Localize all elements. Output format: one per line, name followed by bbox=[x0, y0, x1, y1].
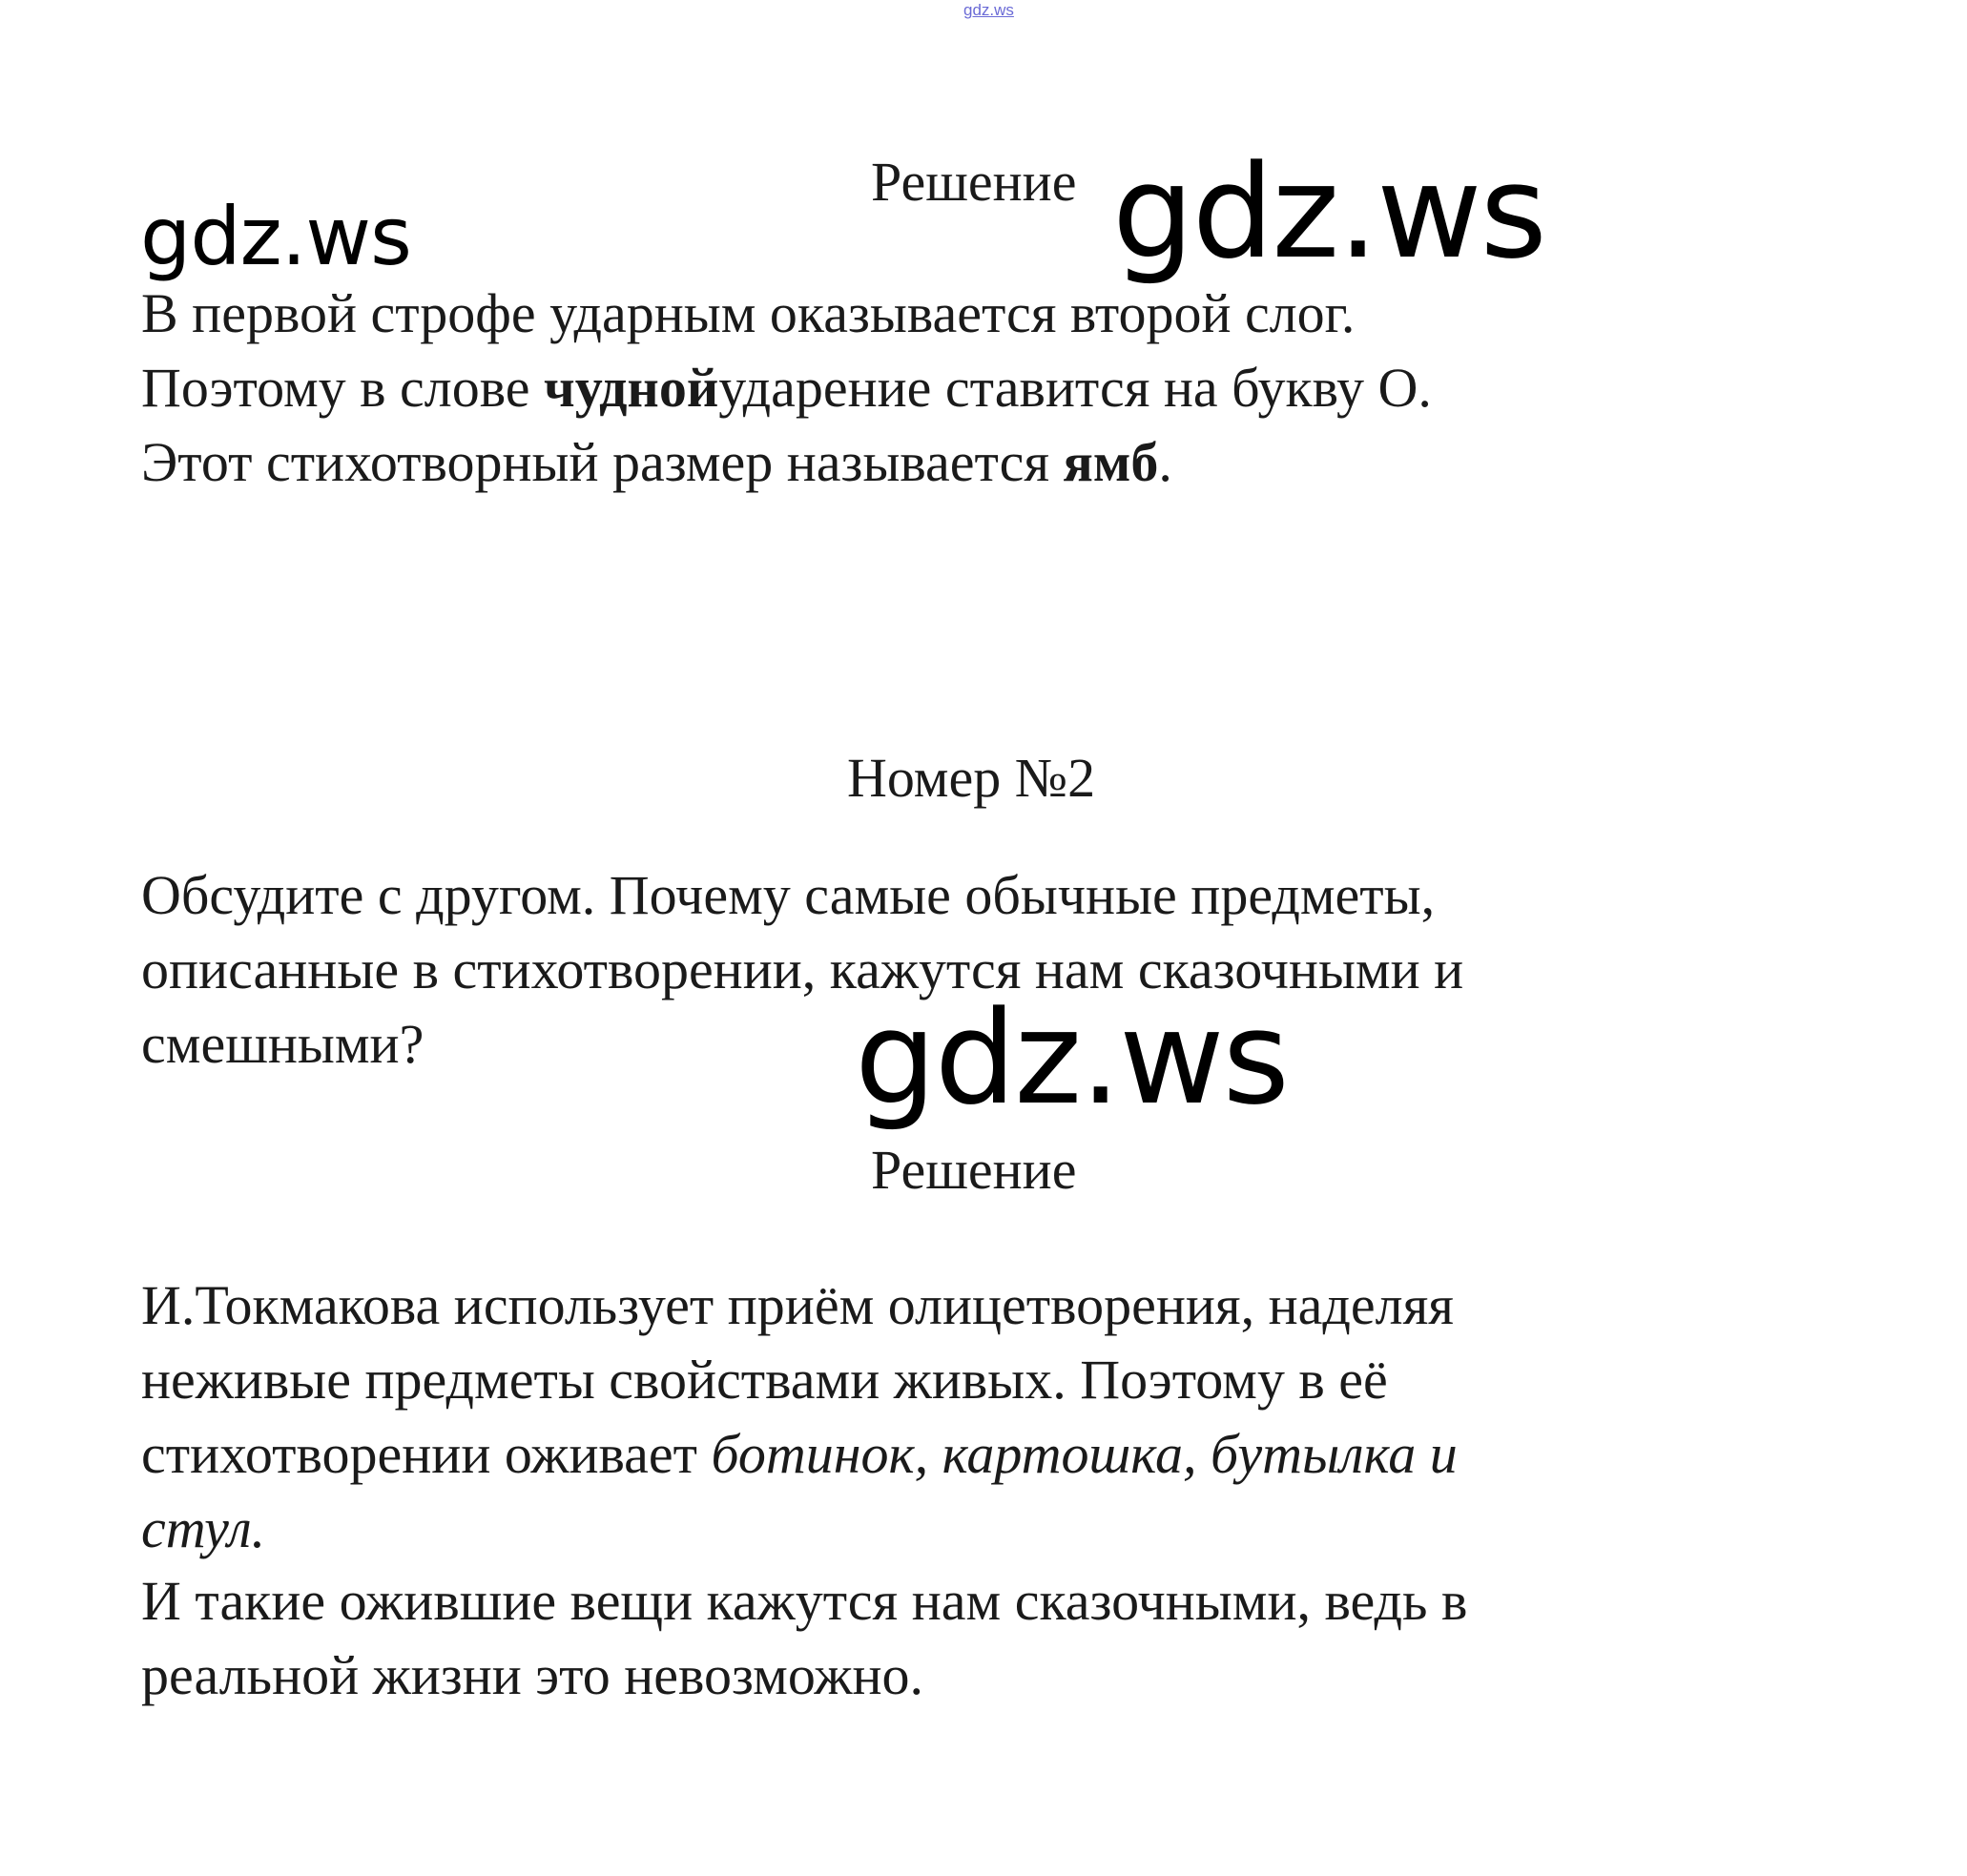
solution-heading-2: Решение bbox=[871, 1139, 1077, 1201]
text-line bbox=[141, 1417, 1935, 1492]
text-line: Обсудите с другом. Почему самые обычные предметы, bbox=[141, 864, 1436, 926]
text-line: реальной жизни это невозможно. bbox=[141, 1644, 923, 1706]
text-line: описанные в стихотворении, кажутся нам сказочными и bbox=[141, 938, 1464, 1000]
italic-examples: ботинок, картошка, бутылка и bbox=[711, 1423, 1458, 1485]
bold-term: ямб bbox=[1063, 431, 1159, 493]
bold-term: чудной bbox=[544, 357, 719, 419]
text-segment: Поэтому в слове bbox=[141, 357, 545, 419]
solution-paragraph-1 bbox=[141, 277, 1935, 500]
text-line: И.Токмакова использует приём олицетворения, наделяя bbox=[141, 1274, 1454, 1336]
watermark-top[interactable]: gdz.ws bbox=[963, 1, 1014, 19]
text-line: И такие ожившие вещи кажутся нам сказочными, ведь в bbox=[141, 1570, 1468, 1632]
exercise-number-heading: Номер №2 bbox=[847, 747, 1096, 809]
text-line bbox=[141, 425, 1935, 500]
answer-paragraph bbox=[141, 1268, 1935, 1566]
watermark-right: gdz.ws bbox=[1112, 137, 1545, 287]
solution-heading: Решение bbox=[871, 151, 1077, 213]
text-line bbox=[141, 351, 1935, 425]
text-line: неживые предметы свойствами живых. Поэтому в её bbox=[141, 1349, 1388, 1411]
conclusion-paragraph bbox=[141, 1564, 1935, 1713]
text-segment: Этот стихотворный размер называется bbox=[141, 431, 1064, 493]
text-line: В первой строфе ударным оказывается второй слог. bbox=[141, 282, 1356, 344]
text-segment: стихотворении оживает bbox=[141, 1423, 712, 1485]
italic-examples: стул. bbox=[141, 1497, 266, 1559]
watermark-middle: gdz.ws bbox=[855, 983, 1288, 1133]
text-segment: ударение ставится на букву О. bbox=[718, 357, 1432, 419]
text-line bbox=[141, 1492, 1935, 1566]
text-segment: . bbox=[1158, 431, 1172, 493]
watermark-left: gdz.ws bbox=[140, 190, 411, 283]
text-line: смешными? bbox=[141, 1013, 424, 1075]
